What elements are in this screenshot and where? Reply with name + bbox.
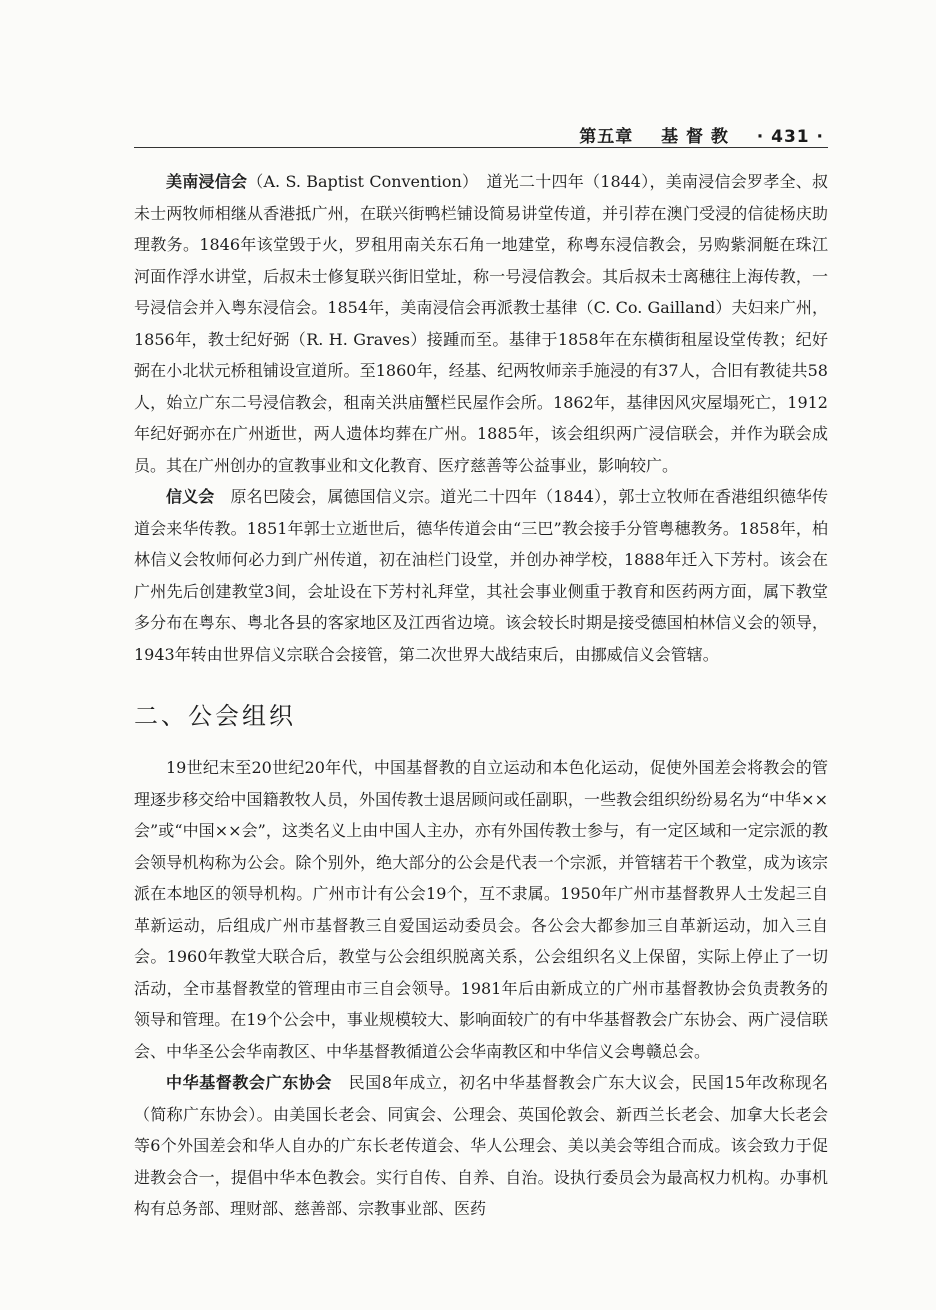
entry-english-name: （A. S. Baptist Convention） [247, 172, 471, 191]
entry-paragraph [134, 1067, 828, 1225]
chapter-subject: 基 督 教 [661, 127, 729, 147]
entry-term: 信义会 [166, 487, 215, 506]
section-paragraph: 19世纪末至20世纪20年代，中国基督教的自立运动和本色化运动，促使外国差会将教会的管理逐步移交给中国籍教牧人员，外国传教士退居顾问或任副职，一些教会组织纷纷易名为“中华××会”或“中国××会”，这类名义上由中国人主办，亦有外国传教士参与，有一定区域和一定宗派的教会领导机构称为公会。除个别外，绝大部分的公会是代表一个宗派，并管辖若干个教堂，成为该宗派在本地区的领导机构。广州市计有公会19个，互不隶属。1950年广州市基督教界人士发起三自革新运动，后组成广州市基督教三自爱国运动委员会。各公会大都参加三自革新运动，加入三自会。1960年教堂大联合后，教堂与公会组织脱离关系，公会组织名义上保留，实际上停止了一切活动，全市基督教堂的管理由市三自会领导。1981年后由新成立的广州市基督教协会负责教务的领导和管理。在19个公会中，事业规模较大、影响面较广的有中华基督教会广东协会、两广浸信联会、中华圣公会华南教区、中华基督教循道公会华南教区和中华信义会粤赣总会。 [134, 758, 828, 1061]
entry-text: 道光二十四年（1844），美南浸信会罗孝全、叔未士两牧师相继从香港抵广州，在联兴街鸭栏铺设简易讲堂传道，并引荐在澳门受浸的信徒杨庆助理教务。1846年该堂毁于火，罗租用南关东石角一地建堂，称粤东浸信教会，另购紫洞艇在珠江河面作浮水讲堂，后叔未士修复联兴街旧堂址，称一号浸信教会。其后叔未士离穗往上海传教，一号浸信会并入粤东浸信会。1854年，美南浸信会再派教士基律（C. Co. Gailland）夫妇来广州，1856年，教士纪好弼（R. H. Graves）接踵而至。基律于1858年在东横街租屋设堂传教；纪好弼在小北状元桥租铺设宣道所。至1860年，经基、纪两牧师亲手施浸的有37人，合旧有教徒共58人，始立广东二号浸信教会，租南关洪庙蟹栏民屋作会所。1862年，基律因风灾屋塌死亡，1912年纪好弼亦在广州逝世，两人遗体均葬在广州。1885年，该会组织两广浸信联会，并作为联会成员。其在广州创办的宣教事业和文化教育、医疗慈善等公益事业，影响较广。 [134, 172, 828, 475]
entry-term: 中华基督教会广东协会 [166, 1073, 333, 1092]
entry-text: 民国8年成立，初名中华基督教会广东大议会，民国15年改称现名（简称广东协会）。由美国长老会、同寅会、公理会、英国伦敦会、新西兰长老会、加拿大长老会等6个外国差会和华人自办的广东长老传道会、华人公理会、美以美会等组合而成。该会致力于促进教会合一，提倡中华本色教会。实行自传、自养、自治。设执行委员会为最高权力机构。办事机构有总务部、理财部、慈善部、宗教事业部、医药 [134, 1073, 828, 1218]
entry-term: 美南浸信会 [166, 172, 248, 191]
section-heading: 二、公会组织 [134, 702, 296, 730]
running-header [579, 122, 824, 147]
header-rule [134, 147, 828, 148]
page-number: · 431 · [756, 127, 824, 147]
entry-paragraph [134, 166, 828, 481]
entry-text: 原名巴陵会，属德国信义宗。道光二十四年（1844），郭士立牧师在香港组织德华传道会来华传教。1851年郭士立逝世后，德华传道会由“三巴”教会接手分管粤穗教务。1858年，柏林信义会牧师何必力到广州传道，初在油栏门设堂，并创办神学校，1888年迁入下芳村。该会在广州先后创建教堂3间，会址设在下芳村礼拜堂，其社会事业侧重于教育和医药两方面，属下教堂多分布在粤东、粤北各县的客家地区及江西省边境。该会较长时期是接受德国柏林信义会的领导，1943年转由世界信义宗联合会接管，第二次世界大战结束后，由挪威信义会管辖。 [134, 487, 828, 664]
entries-block [134, 166, 828, 670]
chapter-label: 第五章 [579, 127, 634, 147]
section-body [134, 752, 828, 1225]
entry-paragraph [134, 481, 828, 670]
